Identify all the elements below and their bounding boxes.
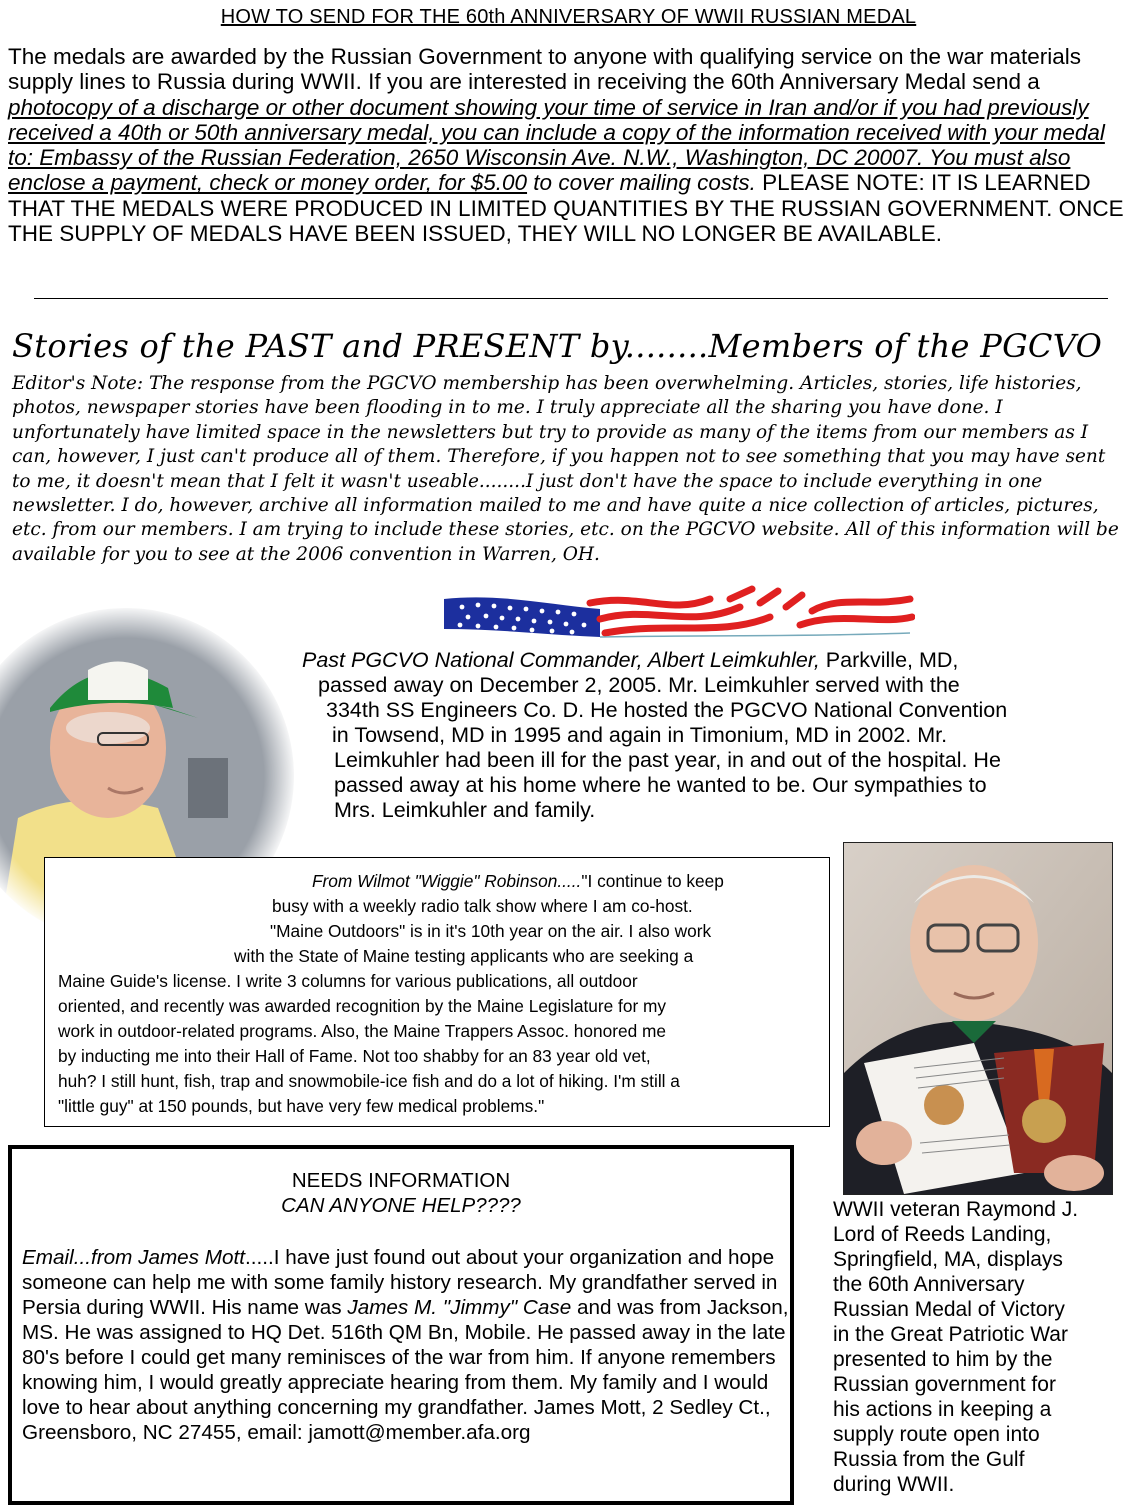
medal-notice-paragraph <box>8 44 1132 246</box>
caption-line: presented to him by the <box>833 1348 1053 1371</box>
obituary-line-3: 334th SS Engineers Co. D. He hosted the PGCVO National Convention <box>326 698 1008 722</box>
robinson-line-8: by inducting me into their Hall of Fame. Not too shabby for an 83 year old vet, <box>58 1046 651 1066</box>
medal-notice-cost: to cover mailing costs. <box>527 170 756 196</box>
robinson-line-1 <box>312 869 724 894</box>
robinson-line-6: oriented, and recently was awarded recognition by the Maine Legislature for my <box>58 996 667 1016</box>
needs-info-text-1: .....I have just found out about your organization and hope someone can help me with some family history research. My grandfather served in Persia during WWII. His name was <box>22 1246 778 1319</box>
medal-notice-intro: The medals are awarded by the Russian Government to anyone with qualifying service on the war materials supply lines to Russia during WWII. If you are interested in receiving the 60th Anniversary Medal send a <box>8 44 1082 95</box>
needs-info-text-2: and was from Jackson, MS. He was assigned to HQ Det. 516th QM Bn, Mobile. He passed away in the late 80's before I could get many reminisces of the war from him. If anyone remembers knowing him, I would greatly appreciate hearing from them. My family and I would love to hear about anything concerning my grandfather. James Mott, 2 Sedley Ct., Greensboro, NC 27455, email: jamott@member.afa.org <box>22 1296 789 1444</box>
photo-caption <box>833 1197 1133 1497</box>
stories-heading: Stories of the PAST and PRESENT by........Members of the PGCVO <box>12 327 1103 365</box>
robinson-line-1-text: "I continue to keep <box>581 871 724 891</box>
needs-information-box <box>8 1145 794 1505</box>
robinson-line-4: with the State of Maine testing applicants who are seeking a <box>234 946 694 966</box>
obituary-line-1 <box>302 648 958 673</box>
caption-line: Lord of Reeds Landing, <box>833 1223 1052 1246</box>
caption-line: WWII veteran Raymond J. <box>833 1198 1079 1221</box>
veteran-photo-lord <box>843 842 1113 1195</box>
caption-line: the 60th Anniversary <box>833 1273 1025 1296</box>
needs-info-body <box>22 1245 792 1445</box>
caption-line: supply route open into <box>833 1423 1040 1446</box>
needs-info-lead: Email...from James Mott <box>22 1246 246 1269</box>
caption-line: Russian Medal of Victory <box>833 1298 1065 1321</box>
needs-info-subtitle: CAN ANYONE HELP???? <box>281 1194 521 1217</box>
medal-notice-title: HOW TO SEND FOR THE 60th ANNIVERSARY OF WWII RUSSIAN MEDAL <box>220 6 917 28</box>
caption-line: during WWII. <box>833 1473 955 1496</box>
american-flag-banner <box>440 585 915 641</box>
obituary-line-7: Mrs. Leimkuhler and family. <box>334 798 596 822</box>
needs-info-title: NEEDS INFORMATION <box>291 1169 511 1192</box>
obituary-lead: Past PGCVO National Commander, Albert Leimkuhler, <box>302 648 820 672</box>
obituary-line-2: passed away on December 2, 2005. Mr. Leimkuhler served with the <box>318 673 960 697</box>
needs-info-name: James M. "Jimmy" Case <box>347 1296 572 1319</box>
obituary-line-5: Leimkuhler had been ill for the past year, in and out of the hospital. He <box>334 748 1001 772</box>
robinson-line-7: work in outdoor-related programs. Also, the Maine Trappers Assoc. honored me <box>58 1021 667 1041</box>
robinson-line-10: "little guy" at 150 pounds, but have very few medical problems." <box>58 1096 545 1116</box>
obituary-location: Parkville, MD, <box>819 648 959 672</box>
robinson-line-2: busy with a weekly radio talk show where I am co-host. <box>272 896 693 916</box>
caption-line: his actions in keeping a <box>833 1398 1052 1421</box>
robinson-line-9: huh? I still hunt, fish, trap and snowmobile-ice fish and do a lot of hiking. I'm still a <box>58 1071 680 1091</box>
obituary-line-4: in Towsend, MD in 1995 and again in Timonium, MD in 2002. Mr. <box>332 723 948 747</box>
robinson-line-5: Maine Guide's license. I write 3 columns for various publications, all outdoor <box>58 971 638 991</box>
caption-line: in the Great Patriotic War <box>833 1323 1068 1346</box>
caption-line: Russian government for <box>833 1373 1056 1396</box>
caption-line: Springfield, MA, displays <box>833 1248 1063 1271</box>
robinson-line-3: "Maine Outdoors" is in it's 10th year on the air. I also work <box>270 921 712 941</box>
editor-note: Editor's Note: The response from the PGCVO membership has been overwhelming. Articles, stories, life histories, photos, newspaper stories have been flooding in to me. I truly appreciate all the sharing you have done. I unfortunately have limited space in the newsletters but try to provide as many of the items from our members as I can, however, I just can't produce all of them. Therefore, if you happen not to see something that you may have sent to me, it doesn't mean that I felt it wasn't useable........I just don't have the space to include everything in one newsletter. I do, however, archive all information mailed to me and have quite a nice collection of articles, pictures, etc. from our members. I am trying to include these stories, etc. on the PGCVO website. All of this information will be available for you to see at the 2006 convention in Warren, OH. <box>12 373 1119 565</box>
caption-line: Russia from the Gulf <box>833 1448 1025 1471</box>
medal-notice-warning: PLEASE NOTE: IT IS LEARNED THAT THE MEDALS WERE PRODUCED IN LIMITED QUANTITIES BY THE RUSSIAN GOVERNMENT. ONCE THE SUPPLY OF MEDALS HAVE BEEN ISSUED, THEY WILL NO LONGER BE AVAILABLE. <box>8 170 1124 247</box>
obituary-line-6: passed away at his home where he wanted to be. Our sympathies to <box>334 773 987 797</box>
medal-notice-instructions: photocopy of a discharge or other document showing your time of service in Iran and/or if you had previously received a 40th or 50th anniversary medal, you can include a copy of the information received with your medal to: Embassy of the Russian Federation, 2650 Wisconsin Ave. N.W., Washington, DC 20007. You must also enclose a payment, check or money order, for $5.00 <box>8 94 1105 196</box>
section-divider <box>34 298 1108 299</box>
robinson-lead: From Wilmot "Wiggie" Robinson..... <box>312 871 582 891</box>
